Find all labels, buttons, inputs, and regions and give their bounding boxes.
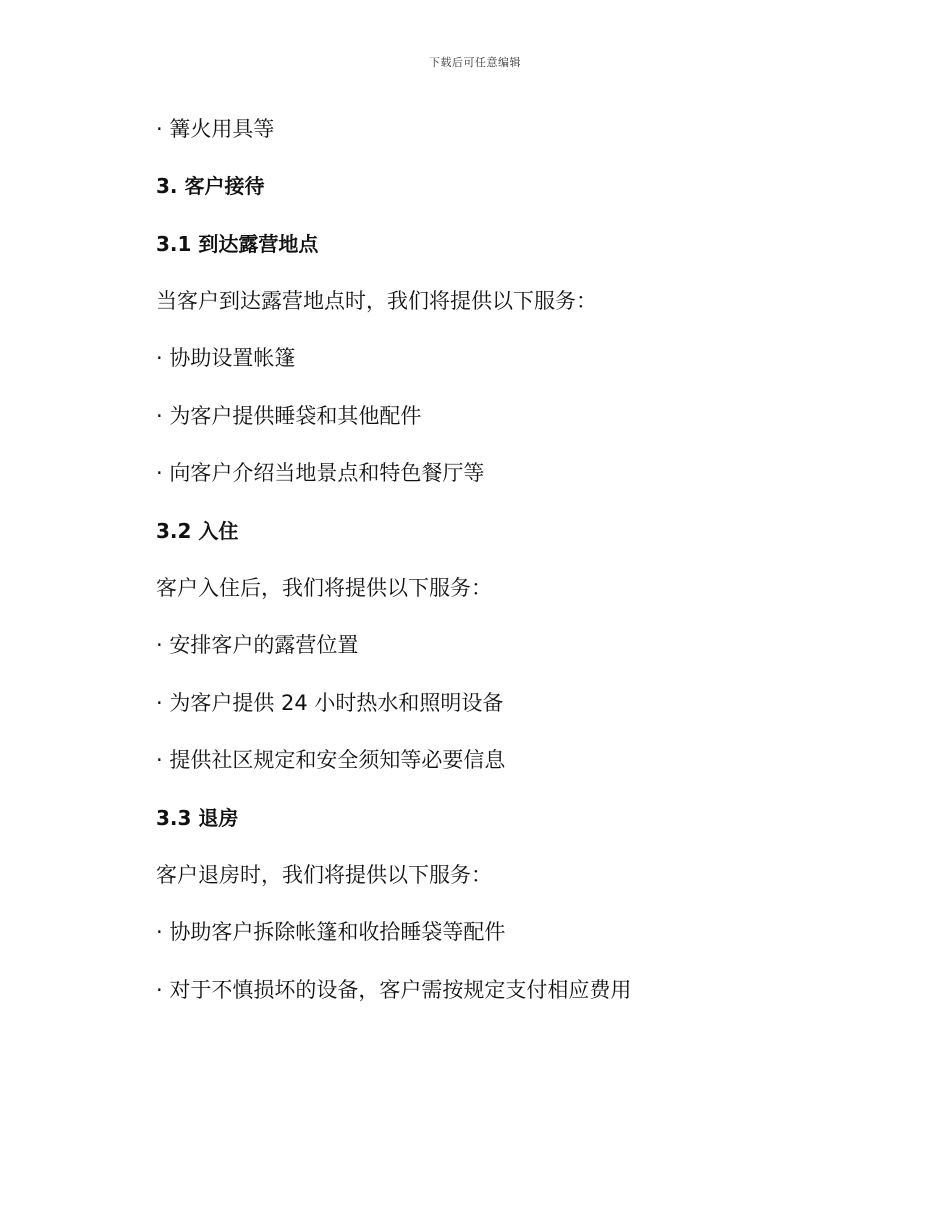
bullet-item: · 协助设置帐篷	[156, 346, 296, 370]
bullet-item: · 对于不慎损坏的设备，客户需按规定支付相应费用	[156, 978, 632, 1002]
subsection-heading: 3.2 入住	[156, 519, 239, 543]
bullet-item: · 向客户介绍当地景点和特色餐厅等	[156, 461, 485, 485]
bullet-item: · 篝火用具等	[156, 117, 275, 141]
subsection-heading: 3.3 退房	[156, 806, 239, 830]
section-heading: 3. 客户接待	[156, 174, 265, 198]
bullet-item: · 为客户提供睡袋和其他配件	[156, 404, 422, 428]
paragraph: 客户退房时，我们将提供以下服务：	[156, 863, 492, 887]
bullet-item: · 提供社区规定和安全须知等必要信息	[156, 748, 506, 772]
subsection-heading: 3.1 到达露营地点	[156, 232, 319, 256]
header-note: 下载后可任意编辑	[429, 56, 521, 69]
paragraph: 客户入住后，我们将提供以下服务：	[156, 576, 492, 600]
bullet-item: · 为客户提供 24 小时热水和照明设备	[156, 691, 504, 715]
paragraph: 当客户到达露营地点时，我们将提供以下服务：	[156, 289, 597, 313]
bullet-item: · 协助客户拆除帐篷和收拾睡袋等配件	[156, 920, 506, 944]
bullet-item: · 安排客户的露营位置	[156, 633, 359, 657]
